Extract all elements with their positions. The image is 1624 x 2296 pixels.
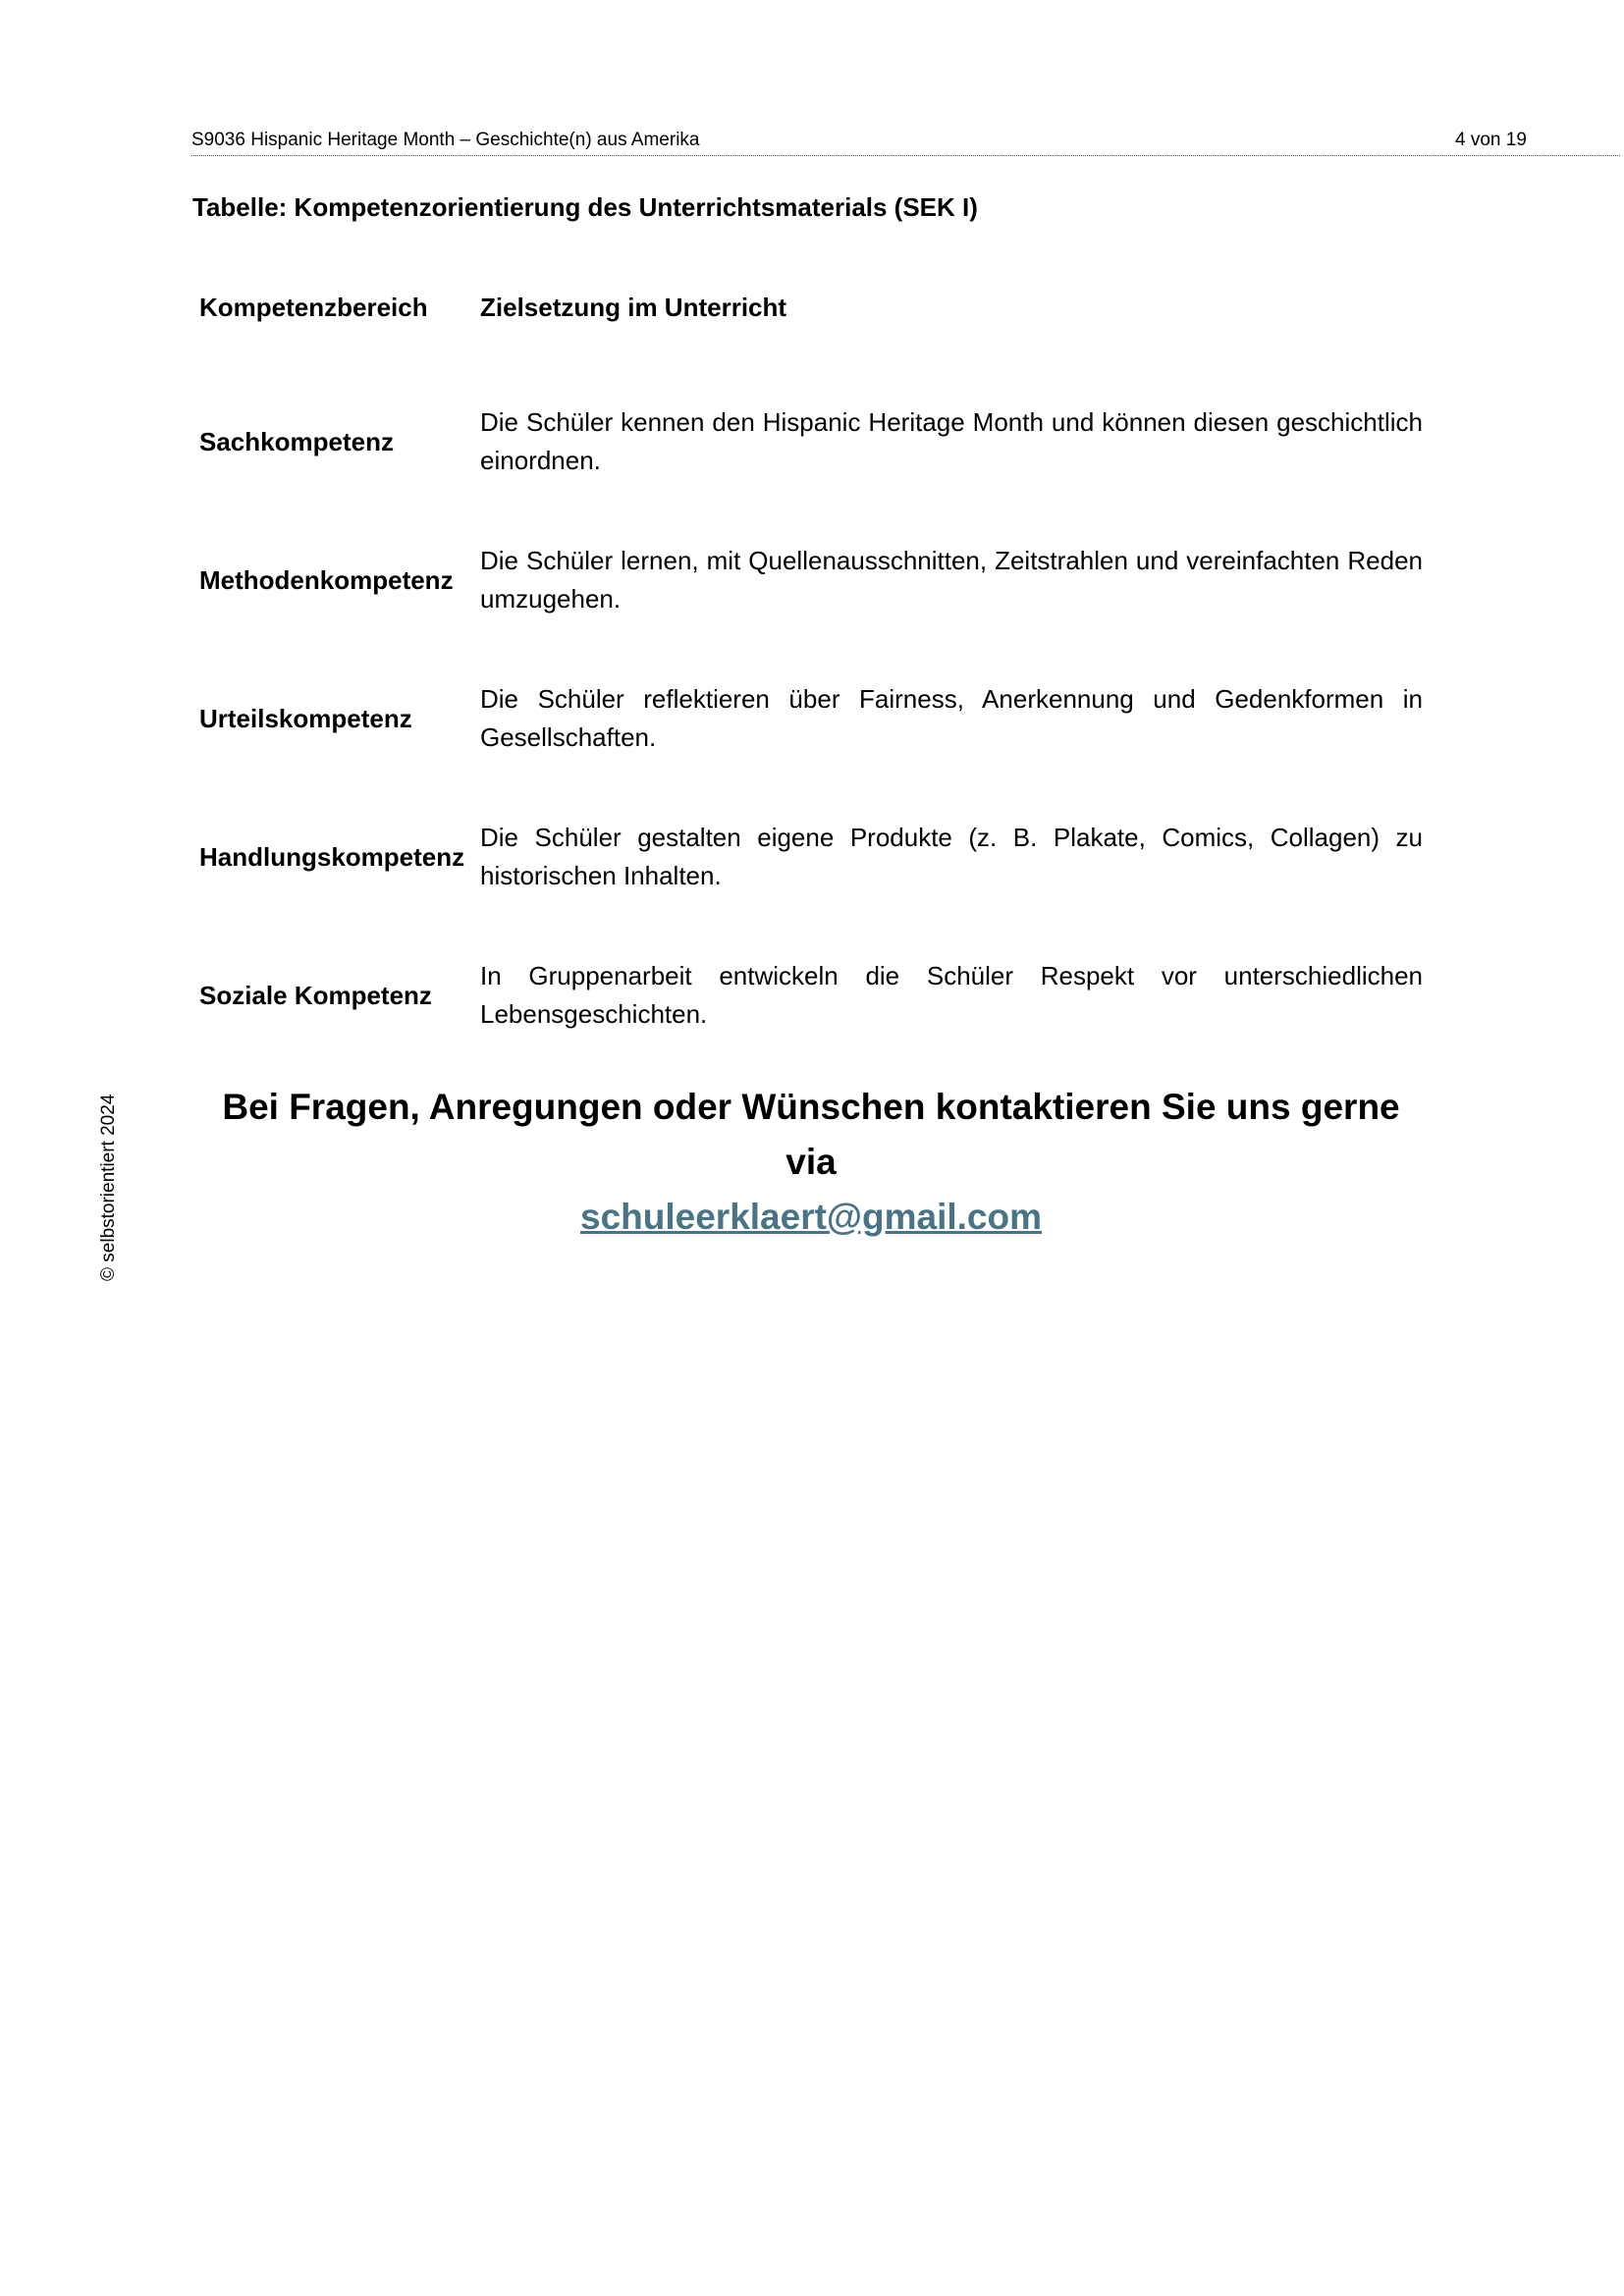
competence-area: Handlungskompetenz — [199, 841, 465, 872]
competence-area: Sachkompetenz — [199, 426, 394, 456]
column-header-goal: Zielsetzung im Unterricht — [480, 292, 787, 322]
table-row — [199, 669, 1423, 768]
competence-goal: Die Schüler gestalten eigene Produkte (z. B. Plakate, Comics, Collagen) zu historischen Inhalten. — [480, 823, 1423, 890]
column-header-area: Kompetenzbereich — [199, 292, 428, 322]
table-row — [199, 393, 1423, 491]
competence-area: Soziale Kompetenz — [199, 980, 432, 1010]
page-header — [191, 128, 1620, 156]
competence-area: Methodenkompetenz — [199, 564, 454, 595]
contact-block — [192, 1080, 1430, 1245]
table-caption: Tabelle: Kompetenzorientierung des Unterrichtsmaterials (SEK I) — [192, 192, 978, 222]
competence-goal: Die Schüler lernen, mit Quellenausschnitten, Zeitstrahlen und vereinfachten Reden umzugehen. — [480, 546, 1423, 614]
competence-area: Urteilskompetenz — [199, 703, 412, 733]
copyright-note: © selbstorientiert 2024 — [98, 1094, 119, 1281]
table-row — [199, 946, 1423, 1044]
contact-text: Bei Fragen, Anregungen oder Wünschen kontaktieren Sie uns gerne via — [222, 1087, 1400, 1182]
page-number: 4 von 19 — [1455, 130, 1527, 150]
table-row — [199, 808, 1423, 906]
competence-table — [199, 283, 1423, 1085]
competence-goal: In Gruppenarbeit entwickeln die Schüler Respekt vor unterschiedlichen Lebensgeschichten. — [480, 961, 1423, 1029]
table-row — [199, 531, 1423, 629]
document-title: S9036 Hispanic Heritage Month – Geschichte(n) aus Amerika — [191, 130, 700, 150]
contact-email-link[interactable]: schuleerklaert@gmail.com — [580, 1197, 1042, 1237]
competence-goal: Die Schüler kennen den Hispanic Heritage Month und können diesen geschichtlich einordnen. — [480, 407, 1423, 475]
table-header-row — [199, 283, 1423, 332]
competence-goal: Die Schüler reflektieren über Fairness, Anerkennung und Gedenkformen in Gesellschaften. — [480, 684, 1423, 752]
